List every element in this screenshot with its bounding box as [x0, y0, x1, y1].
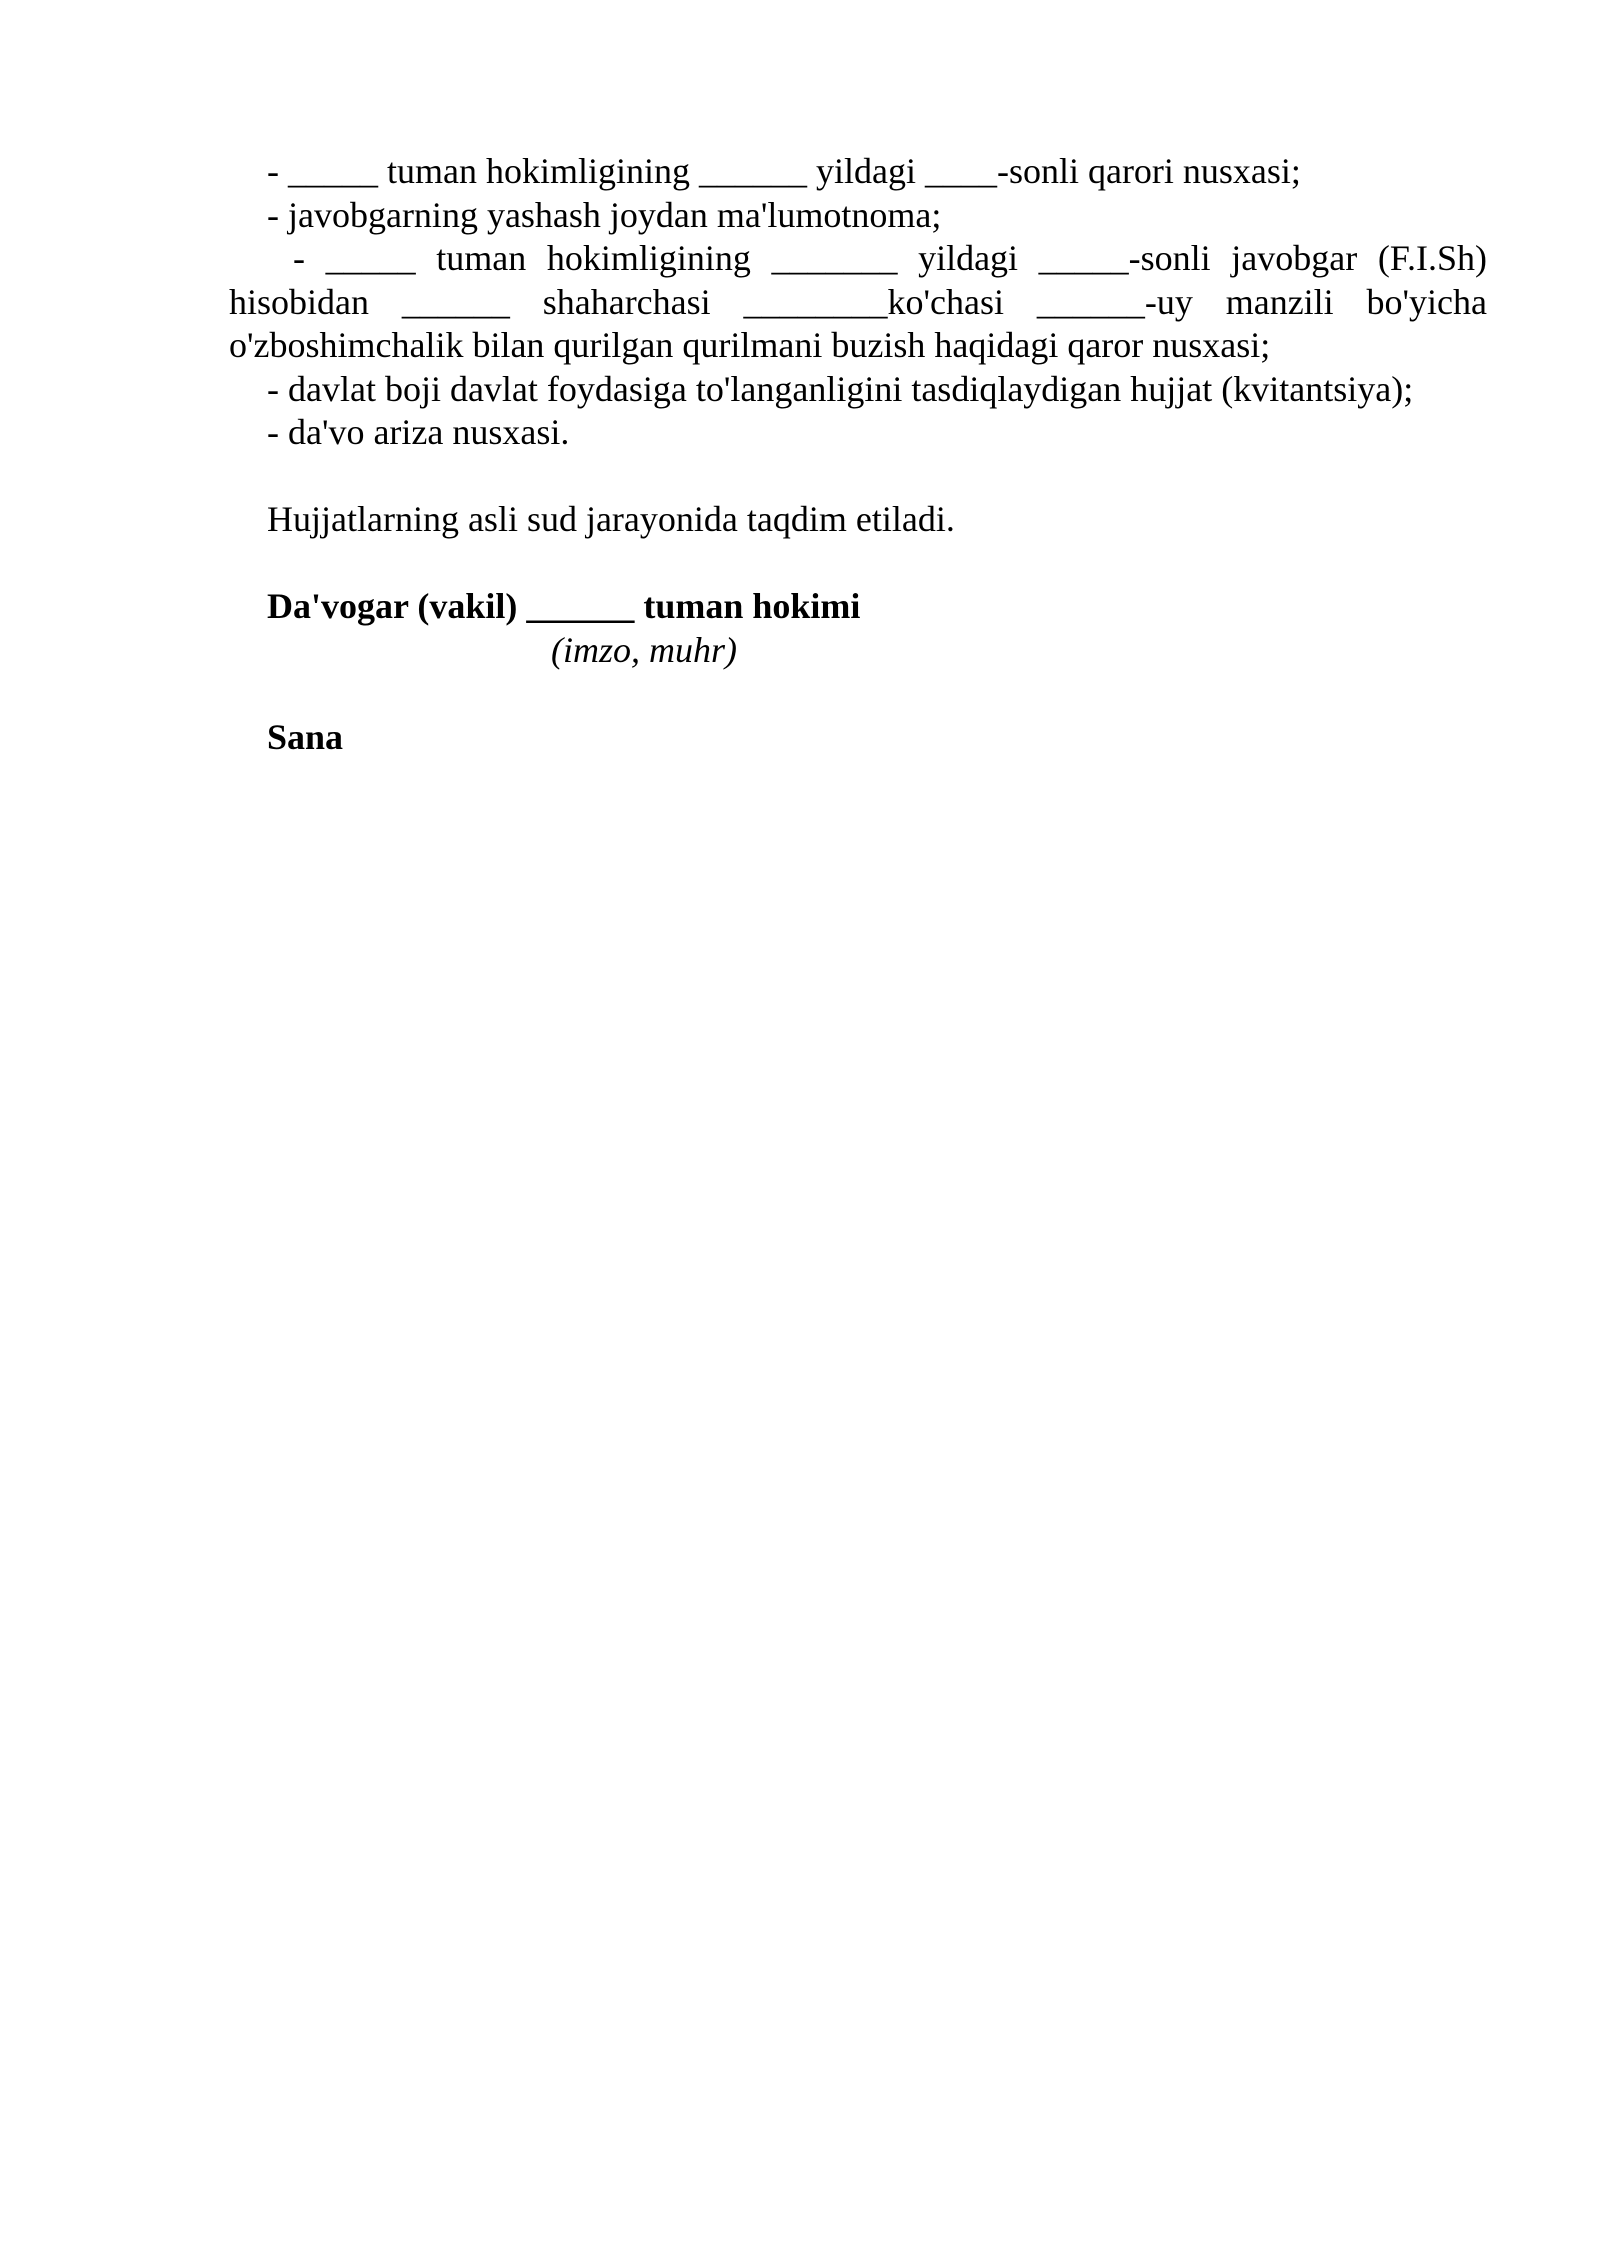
- paragraph-spacer: [229, 672, 1487, 716]
- list-item: - _____ tuman hokimligining ______ yildagi ____-sonli qarori nusxasi;: [267, 151, 1301, 191]
- list-item-line: o'zboshimchalik bilan qurilgan qurilmani buzish haqidagi qaror nusxasi;: [229, 325, 1271, 365]
- list-item-line: hisobidan ______ shaharchasi ________ko'chasi ______-uy manzili bo'yicha: [229, 281, 1487, 322]
- list-item-multiline: [229, 237, 1487, 368]
- list-item-line: - _____ tuman hokimligining _______ yildagi _____-sonli javobgar (F.I.Sh): [293, 238, 1487, 278]
- list-item: - javobgarning yashash joydan ma'lumotnoma;: [267, 194, 942, 235]
- paragraph-spacer: [229, 455, 1487, 499]
- list-item: - davlat boji davlat foydasiga to'langanligini tasdiqlaydigan hujjat (kvitantsiya);: [267, 368, 1414, 409]
- document-body: [229, 150, 1487, 759]
- originals-note: Hujjatlarning asli sud jarayonida taqdim etiladi.: [267, 499, 955, 539]
- signature-line: Da'vogar (vakil) ______ tuman hokimi: [267, 586, 861, 626]
- signature-hint: [229, 629, 1487, 673]
- paragraph-spacer: [229, 542, 1487, 586]
- signature-hint-text: (imzo, muhr): [551, 629, 737, 670]
- list-item: - da'vo ariza nusxasi.: [267, 412, 570, 452]
- date-label: Sana: [267, 716, 344, 757]
